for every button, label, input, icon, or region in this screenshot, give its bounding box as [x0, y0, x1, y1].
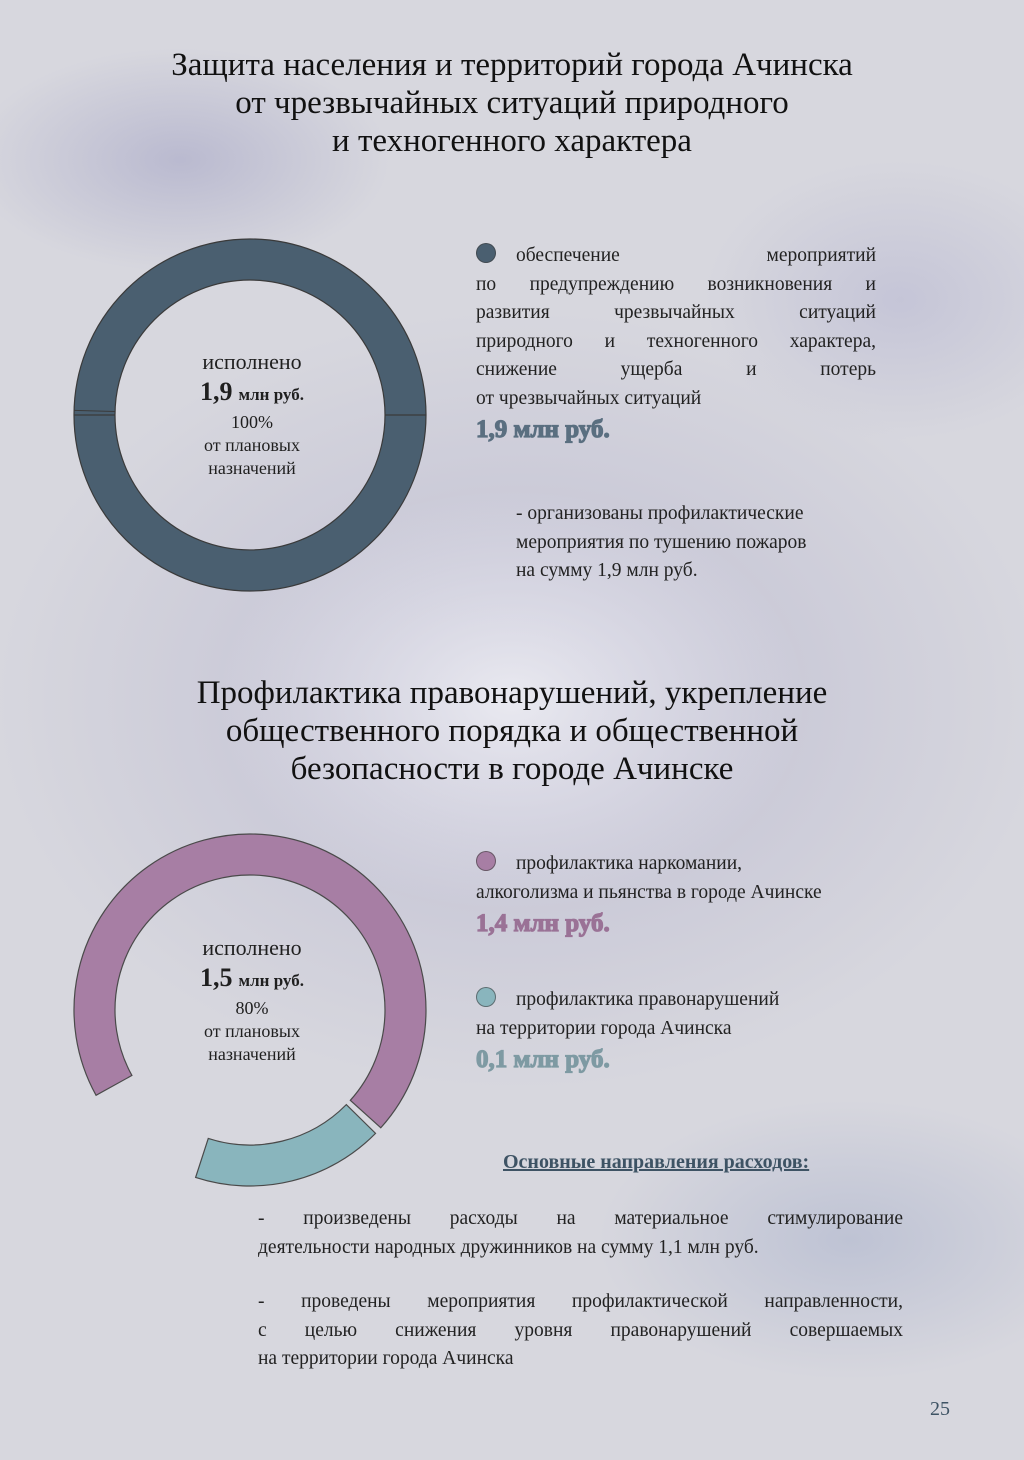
- legend-line: природного и техногенного характера,: [476, 330, 876, 352]
- executed-label: исполнено: [202, 935, 302, 960]
- section2-note-2: [258, 1288, 903, 1374]
- executed-amount: [152, 962, 352, 997]
- legend-text: обеспечение мероприятий: [516, 245, 876, 266]
- section2-title: [0, 674, 1024, 788]
- executed-sub-1: от плановых: [204, 1021, 300, 1041]
- section1-note: [516, 500, 896, 586]
- executed-sub-2: назначений: [208, 1044, 296, 1064]
- legend-line: [476, 242, 876, 271]
- section1-title-line: Защита населения и территорий города Ачинска: [171, 47, 853, 83]
- legend-line: алкоголизма и пьянства в городе Ачинске: [476, 881, 822, 903]
- legend-amount: 0,1 млн руб.: [476, 1046, 610, 1073]
- executed-sub-2: назначений: [208, 458, 296, 478]
- page-number: 25: [930, 1398, 950, 1420]
- note-line: - проведены мероприятия профилактической направленности,: [258, 1291, 903, 1312]
- note-line: на сумму 1,9 млн руб.: [516, 560, 698, 581]
- note-line: - произведены расходы на материальное стимулирование: [258, 1208, 903, 1229]
- legend-item-emergency: [476, 242, 876, 447]
- executed-percent: 100%: [231, 412, 273, 432]
- legend-text: профилактика наркомании,: [516, 853, 743, 874]
- legend-line: снижение ущерба и потерь: [476, 359, 876, 380]
- expense-directions-heading: Основные направления расходов:: [503, 1151, 810, 1173]
- executed-amount-unit: млн руб.: [238, 385, 304, 404]
- legend-amount: 1,4 млн руб.: [476, 910, 610, 937]
- executed-amount: [152, 376, 352, 411]
- executed-percent: 80%: [235, 998, 269, 1018]
- note-line: деятельности народных дружинников на сумму 1,1 млн руб.: [258, 1236, 759, 1258]
- legend-item-offenses: [476, 986, 916, 1077]
- legend-line: от чрезвычайных ситуаций: [476, 387, 702, 409]
- legend-amount: 1,9 млн руб.: [476, 416, 610, 443]
- section1-title-line: и техногенного характера: [332, 123, 692, 159]
- section1-title: [0, 46, 1024, 160]
- section2-note-1: [258, 1205, 903, 1262]
- legend-dot-icon: [476, 987, 496, 1007]
- section2-title-line: общественного порядка и общественной: [225, 713, 799, 749]
- legend-line: на территории города Ачинска: [476, 1017, 732, 1039]
- legend-line: по предупреждению возникновения и: [476, 273, 876, 295]
- note-line: мероприятия по тушению пожаров: [516, 531, 807, 553]
- donut-slice-1: [196, 1105, 376, 1186]
- section2-title-line: безопасности в городе Ачинске: [290, 751, 734, 787]
- legend-item-drugs: [476, 850, 916, 941]
- executed-label: исполнено: [202, 349, 302, 374]
- legend-text: профилактика правонарушений: [516, 989, 780, 1010]
- legend-line: [476, 850, 916, 879]
- note-line: - организованы профилактические: [516, 503, 804, 524]
- executed-amount-unit: млн руб.: [238, 971, 304, 990]
- legend-line: развития чрезвычайных ситуаций: [476, 302, 876, 323]
- legend-line: [476, 986, 916, 1015]
- note-line: с целью снижения уровня правонарушений совершаемых: [258, 1319, 903, 1341]
- executed-sub-1: от плановых: [204, 435, 300, 455]
- legend-dot-icon: [476, 851, 496, 871]
- executed-amount-value: 1,9: [200, 377, 233, 406]
- note-line: на территории города Ачинска: [258, 1348, 514, 1369]
- donut1-center-label: [152, 348, 352, 480]
- executed-amount-value: 1,5: [200, 963, 233, 992]
- legend-dot-icon: [476, 243, 496, 263]
- section2-title-line: Профилактика правонарушений, укрепление: [196, 675, 828, 711]
- section1-title-line: от чрезвычайных ситуаций природного: [235, 85, 789, 121]
- donut2-center-label: [152, 934, 352, 1066]
